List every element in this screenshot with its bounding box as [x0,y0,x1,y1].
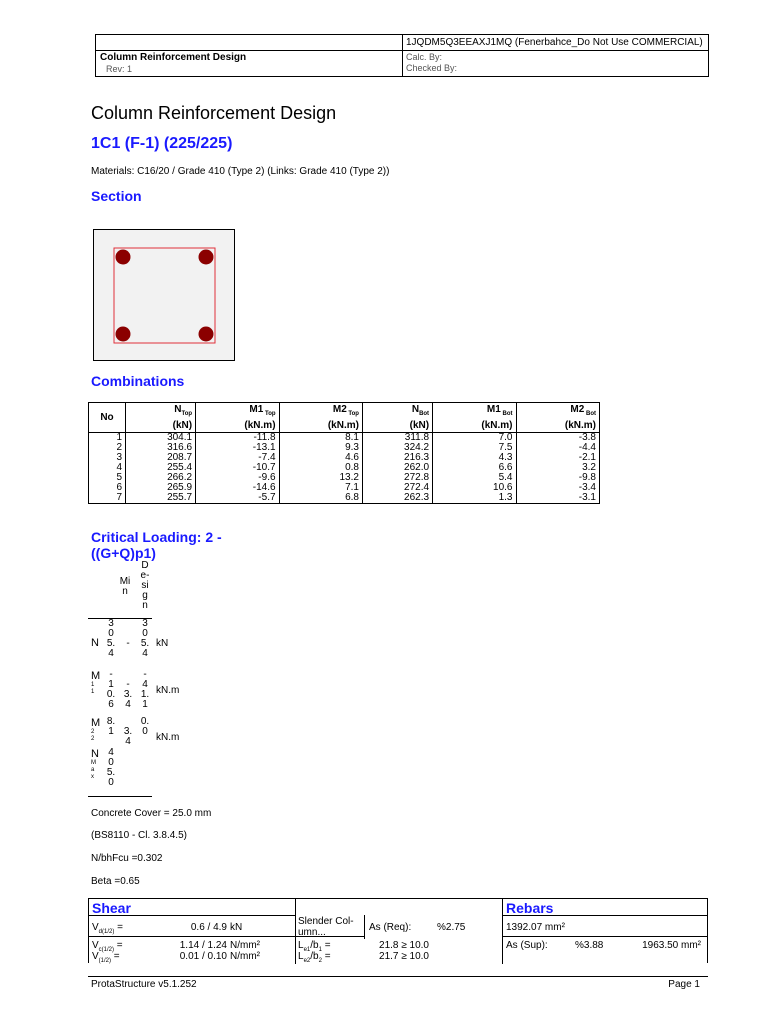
le1-label: $L_{e1}/b_1$ = [298,940,331,953]
rebar-bottom-right [199,327,214,342]
table-cell: -13.1 [196,443,279,453]
rebar-area-sup: 1963.50 mm² [642,940,701,951]
table-cell: 262.3 [362,493,432,504]
table-cell: 262.0 [362,463,432,473]
table-row [89,483,600,493]
critical-row-value: 4 0 5. 0 [106,747,116,788]
critical-row-min: - 3. 4 [123,679,133,710]
critical-row-label: M [91,670,101,682]
col-header-ntop: $N_{Top}$ (kN) [126,403,196,433]
table-cell: -9.8 [516,473,600,483]
table-cell: -3.8 [516,433,600,444]
shear-divider-3 [502,899,503,964]
critical-loading-line1: Critical Loading: 2 - [91,529,222,545]
as-sup-label: As (Sup): [506,940,548,951]
table-cell: -3.1 [516,493,600,504]
rebar-area-req: 1392.07 mm² [506,922,565,933]
critical-row-sub: 1 1 [91,682,95,695]
rebars-heading: Rebars [506,900,554,916]
table-cell: 9.3 [279,443,362,453]
shear-heading: Shear [92,900,131,916]
table-cell: 1 [89,433,126,444]
le1-value: 21.8 ≥ 10.0 [379,940,429,951]
materials-text: Materials: C16/20 / Grade 410 (Type 2) (Links: Grade 410 (Type 2)) [91,166,390,177]
table-cell: -4.4 [516,443,600,453]
table-cell: 255.4 [126,463,196,473]
slender-column-label: Slender Col- umn... [298,916,354,938]
table-cell: -5.7 [196,493,279,504]
critical-loading-line2: ((G+Q)p1) [91,545,156,561]
le2-value: 21.7 ≥ 10.0 [379,951,429,962]
combinations-heading: Combinations [91,373,185,389]
table-cell: 265.9 [126,483,196,493]
table-cell: -14.6 [196,483,279,493]
table-cell: 216.3 [362,453,432,463]
header-rev: Rev: 1 [106,64,133,74]
column-id: 1C1 (F-1) (225/225) [91,135,233,152]
v-label: $V_{(1/2)}$ = [92,951,120,964]
table-cell: 316.6 [126,443,196,453]
table-row [89,453,600,463]
table-row [89,443,600,453]
table-row [89,433,600,444]
table-cell: 3.2 [516,463,600,473]
critical-row-design: 3 0 5. 4 [140,618,150,659]
table-cell: 13.2 [279,473,362,483]
table-cell: 4.6 [279,453,362,463]
table-cell: 272.4 [362,483,432,493]
critical-row-label: N [91,637,99,649]
table-cell: 6.6 [433,463,516,473]
critical-row-min: - [126,638,130,649]
critical-divider-bottom [88,796,152,797]
table-cell: 208.7 [126,453,196,463]
rebar-top-right [199,250,214,265]
header-divider-h [96,50,708,51]
shear-rebars-table [88,898,708,963]
table-cell: -9.6 [196,473,279,483]
column-section-drawing [93,229,236,362]
header-block [95,34,709,77]
critical-row-unit: kN.m [156,685,180,696]
table-cell: 272.8 [362,473,432,483]
rebar-bottom-left [116,327,131,342]
table-cell: -7.4 [196,453,279,463]
vd-value: 0.6 / 4.9 [190,922,227,933]
header-divider-v [402,35,403,76]
col-header-m2top: M2 $_{Top}$ (kN.m) [279,403,362,433]
table-cell: 266.2 [126,473,196,483]
table-cell: 8.1 [279,433,362,444]
table-cell: 255.7 [126,493,196,504]
as-req-label: As (Req): [369,922,412,933]
table-cell: 7.0 [433,433,516,444]
table-cell: 7.1 [279,483,362,493]
table-cell: 6 [89,483,126,493]
table-row [89,473,600,483]
as-req-pct: %2.75 [437,922,466,933]
concrete-section [94,230,235,361]
critical-row-value: - 1 0. 6 [106,669,116,710]
critical-row-label: N [91,748,99,760]
vc-value: 1.14 / 1.24 [179,940,227,951]
table-cell: 304.1 [126,433,196,444]
footer-page: Page 1 [668,979,700,990]
shear-divider-2 [364,915,365,939]
combinations-table [88,402,600,504]
table-cell: -10.7 [196,463,279,473]
table-row [89,493,600,504]
table-cell: -2.1 [516,453,600,463]
shear-divider-1 [295,899,296,964]
table-cell: 0.8 [279,463,362,473]
table-cell: -3.4 [516,483,600,493]
critical-row-sub: 2 2 [91,729,95,742]
footer-line [88,976,708,977]
table-cell: 2 [89,443,126,453]
critical-loading-heading [91,529,222,561]
section-heading: Section [91,188,142,204]
col-header-m2bot: M2 $_{Bot}$ (kN.m) [516,403,600,433]
table-cell: 4 [89,463,126,473]
vd-label: $V_{d(1/2)}$ = [92,922,123,935]
col-min-label: Mi n [119,576,131,597]
beta-value: Beta =0.65 [91,876,140,887]
table-cell: 3 [89,453,126,463]
critical-row-label: M [91,717,101,729]
as-sup-pct: %3.88 [575,940,604,951]
vd-unit: kN [230,922,243,933]
table-cell: 1.3 [433,493,516,504]
table-cell: 5 [89,473,126,483]
col-design-label: D e- si g n [140,560,150,611]
page-title: Column Reinforcement Design [91,103,337,123]
critical-row-unit: kN [156,638,169,649]
critical-row-sub: M a x [91,760,96,780]
table-cell: 6.8 [279,493,362,504]
concrete-cover: Concrete Cover = 25.0 mm [91,808,212,819]
critical-row-unit: kN.m [156,732,180,743]
rebar-top-left [116,250,131,265]
critical-row-design: - 4 1. 1 [140,669,150,710]
critical-row-value: 8. 1 [106,716,116,737]
table-cell: 311.8 [362,433,432,444]
shear-row-line [89,936,295,937]
vc-label: $V_{c(1/2)}$ = [92,940,123,953]
rebars-row-line [502,936,707,937]
table-cell: -11.8 [196,433,279,444]
n-bh-fcu: N/bhFcu =0.302 [91,853,163,864]
code-clause: (BS8110 - Cl. 3.8.4.5) [91,830,187,841]
col-header-nbot: $N_{Bot}$ (kN) [362,403,432,433]
v-value: 0.01 / 0.10 [179,951,227,962]
table-cell: 7.5 [433,443,516,453]
critical-row-min: 3. 4 [123,726,133,747]
table-cell: 324.2 [362,443,432,453]
table-cell: 10.6 [433,483,516,493]
table-cell: 5.4 [433,473,516,483]
critical-row-value: 3 0 5. 4 [106,618,116,659]
table-cell: 7 [89,493,126,504]
project-code: 1JQDM5Q3EEAXJ1MQ (Fenerbahce_Do Not Use COMMERCIAL) [406,37,703,48]
header-calc-by: Calc. By: [406,52,443,62]
col-header-m1top: M1 $_{Top}$ (kN.m) [196,403,279,433]
critical-row-design: 0. 0 [140,716,150,737]
v-unit: N/mm² [230,951,260,962]
header-checked-by: Checked By: [406,63,458,73]
table-cell: 4.3 [433,453,516,463]
header-doc-title: Column Reinforcement Design [100,52,247,63]
vc-unit: N/mm² [230,940,260,951]
col-header-no: No [89,403,126,433]
col-header-m1bot: M1 $_{Bot}$ (kN.m) [433,403,516,433]
le2-label: $L_{e2}/b_2$ = [298,951,331,964]
footer-software: ProtaStructure v5.1.252 [91,979,197,990]
